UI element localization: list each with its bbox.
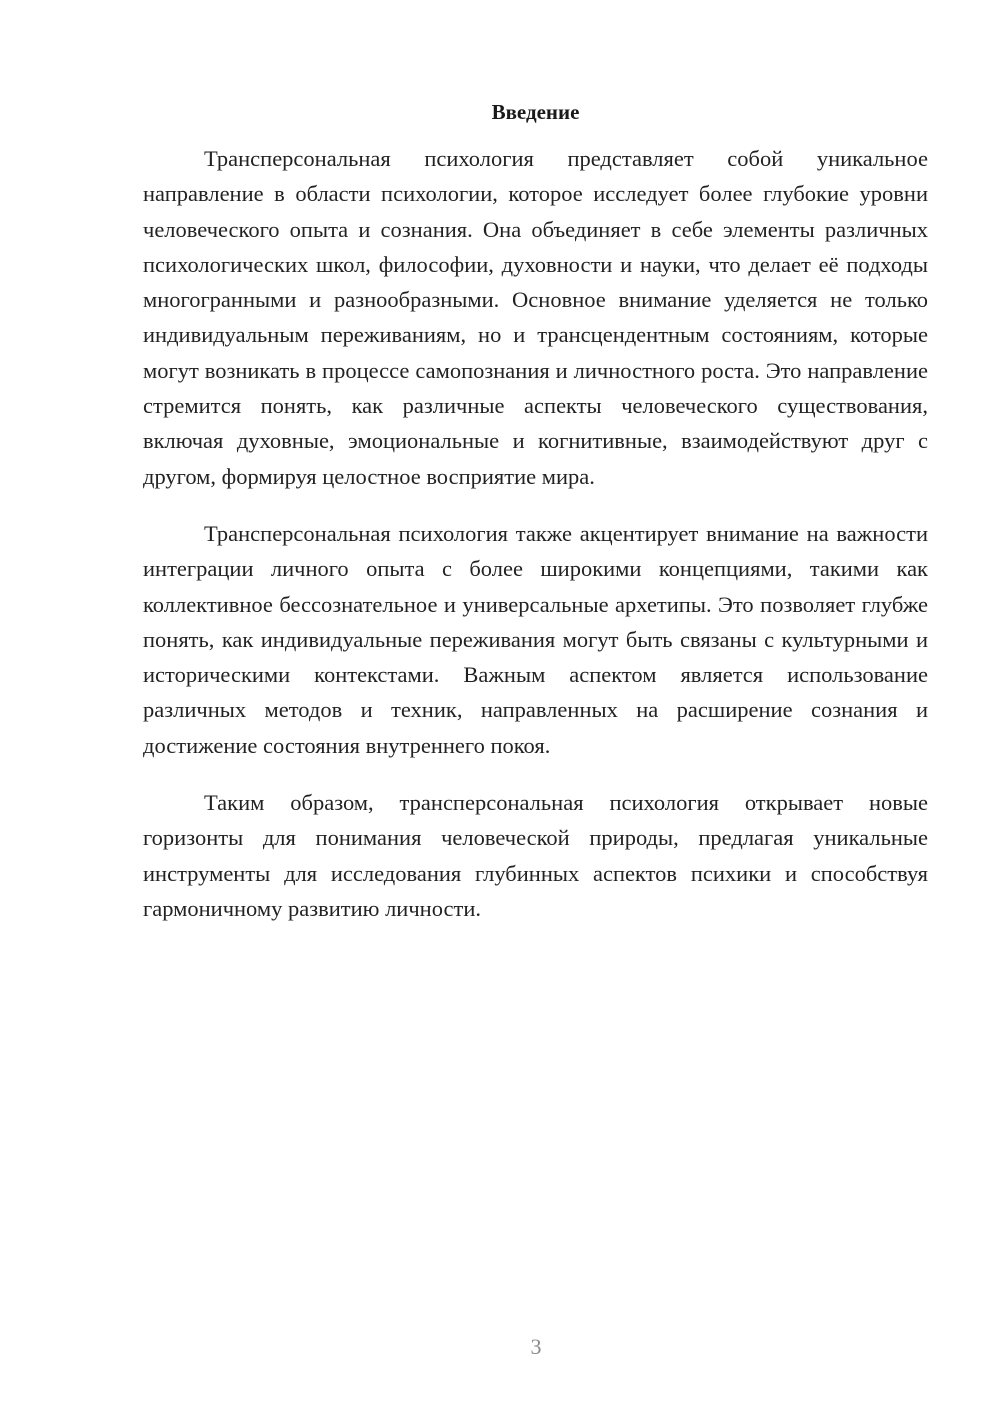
document-body: [143, 141, 928, 948]
page-title: Введение: [491, 100, 580, 124]
paragraph-3: Таким образом, трансперсональная психология открывает новые горизонты для понимания человеческой природы, предлагая уникальные инструменты для исследования глубинных аспектов психики и способствуя гармоничному развитию личности.: [143, 790, 928, 921]
paragraph-2: Трансперсональная психология также акцентирует внимание на важности интеграции личного опыта с более широкими концепциями, такими как коллективное бессознательное и универсальные архетипы. Это позволяет глубже понять, как индивидуальные переживания могут быть связаны с культурными и историческими контекстами. Важным аспектом является использование различных методов и техник, направленных на расширение сознания и достижение состояния внутреннего покоя.: [143, 520, 928, 758]
page-number: 3: [530, 1334, 542, 1359]
paragraph-1: Трансперсональная психология представляет собой уникальное направление в области психологии, которое исследует более глубокие уровни человеческого опыта и сознания. Она объединяет в себе элементы различных психологических школ, философии, духовности и науки, что делает её подходы многогранными и разнообразными. Основное внимание уделяется не только индивидуальным переживаниям, но и трансцендентным состояниям, которые могут возникать в процессе самопознания и личностного роста. Это направление стремится понять, как различные аспекты человеческого существования, включая духовные, эмоциональные и когнитивные, взаимодействуют друг с другом, формируя целостное восприятие мира.: [143, 146, 928, 489]
